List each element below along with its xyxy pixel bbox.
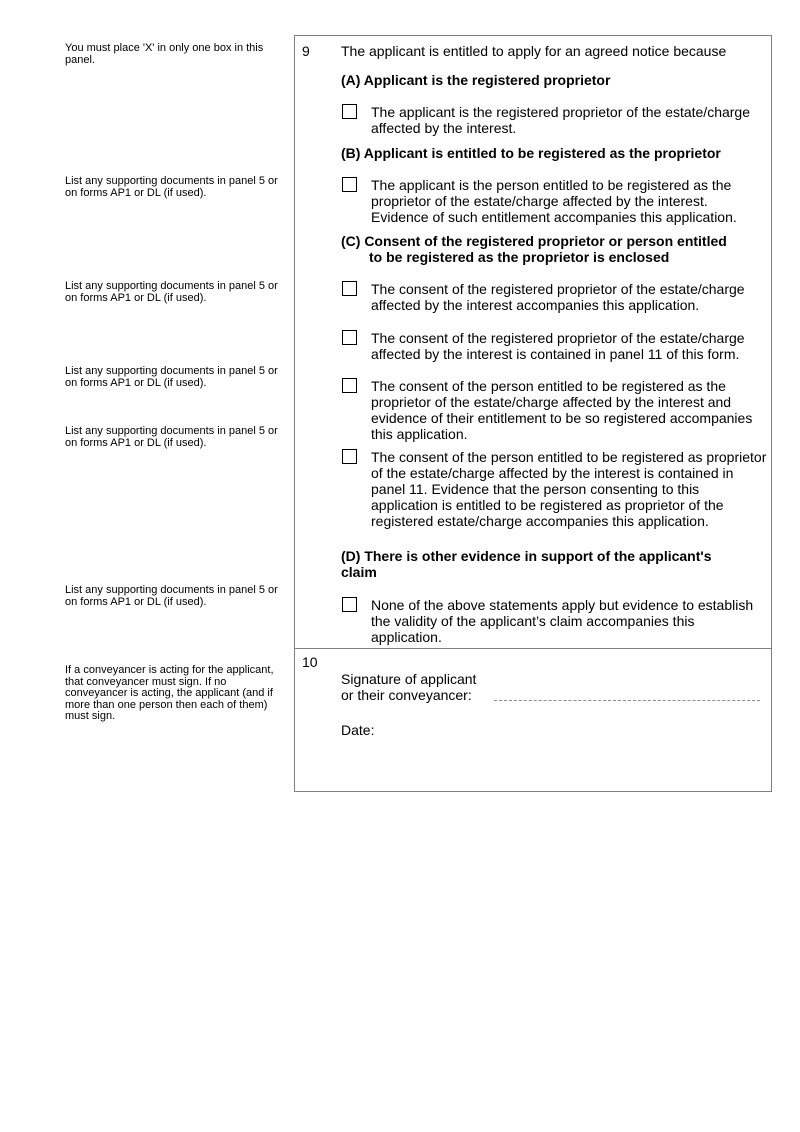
option-c4-label: The consent of the person entitled to be registered as proprietor of the estate/charge affected by the interest is contained in panel 11. Evidence that the person consenting to this application is entitled to be registered as proprietor of the registered estate/charge accompanies this application.	[371, 449, 767, 529]
option-d1-label: None of the above statements apply but evidence to establish the validity of the applicant’s claim accompanies this application.	[371, 597, 754, 645]
section-a-heading: (A) Applicant is the registered proprietor	[341, 72, 611, 88]
option-c4-checkbox[interactable]	[342, 449, 357, 464]
panel-number: 9	[302, 43, 310, 59]
option-b1-checkbox[interactable]	[342, 177, 357, 192]
date-field[interactable]	[380, 720, 760, 740]
signature-label: Signature of applicant	[341, 671, 477, 687]
signature-field[interactable]	[494, 700, 760, 701]
option-b1-label: The applicant is the person entitled to be registered as the proprietor of the estate/charge affected by the interest. Evidence of such entitlement accompanies this application.	[371, 177, 737, 225]
option-c3-checkbox[interactable]	[342, 378, 357, 393]
note-supporting-docs: List any supporting documents in panel 5 or on forms AP1 or DL (if used).	[65, 365, 278, 389]
panel-heading: The applicant is entitled to apply for an agreed notice because	[341, 43, 727, 59]
note-supporting-docs: List any supporting documents in panel 5 or on forms AP1 or DL (if used).	[65, 175, 278, 199]
option-c1-label: The consent of the registered proprietor of the estate/charge affected by the interest accompanies this application.	[371, 281, 745, 313]
note-one-box: You must place 'X' in only one box in this panel.	[65, 42, 264, 66]
note-supporting-docs: List any supporting documents in panel 5 or on forms AP1 or DL (if used).	[65, 425, 278, 449]
option-a1-checkbox[interactable]	[342, 104, 357, 119]
option-c2-checkbox[interactable]	[342, 330, 357, 345]
date-label: Date:	[341, 722, 375, 738]
section-c-heading-line2: to be registered as the proprietor is enclosed	[369, 249, 670, 265]
option-d1-checkbox[interactable]	[342, 597, 357, 612]
section-b-heading: (B) Applicant is entitled to be registered as the proprietor	[341, 145, 721, 161]
option-c1-checkbox[interactable]	[342, 281, 357, 296]
option-c3-label: The consent of the person entitled to be registered as the proprietor of the estate/charge affected by the interest and evidence of their entitlement to be so registered accompanies this application.	[371, 378, 753, 442]
note-supporting-docs: List any supporting documents in panel 5 or on forms AP1 or DL (if used).	[65, 280, 278, 304]
note-conveyancer: If a conveyancer is acting for the applicant, that conveyancer must sign. If no conveyancer is acting, the applicant (and if more than one person then each of them) must sign.	[65, 664, 274, 722]
section-d-heading: (D) There is other evidence in support of the applicant's claim	[341, 548, 712, 580]
signature-label-line2: or their conveyancer:	[341, 687, 472, 703]
option-a1-label: The applicant is the registered proprietor of the estate/charge affected by the interest.	[371, 104, 750, 136]
panel-number: 10	[302, 654, 318, 670]
note-supporting-docs: List any supporting documents in panel 5 or on forms AP1 or DL (if used).	[65, 584, 278, 608]
section-c-heading: (C) Consent of the registered proprietor or person entitled	[341, 233, 727, 249]
option-c2-label: The consent of the registered proprietor of the estate/charge affected by the interest is contained in panel 11 of this form.	[371, 330, 745, 362]
